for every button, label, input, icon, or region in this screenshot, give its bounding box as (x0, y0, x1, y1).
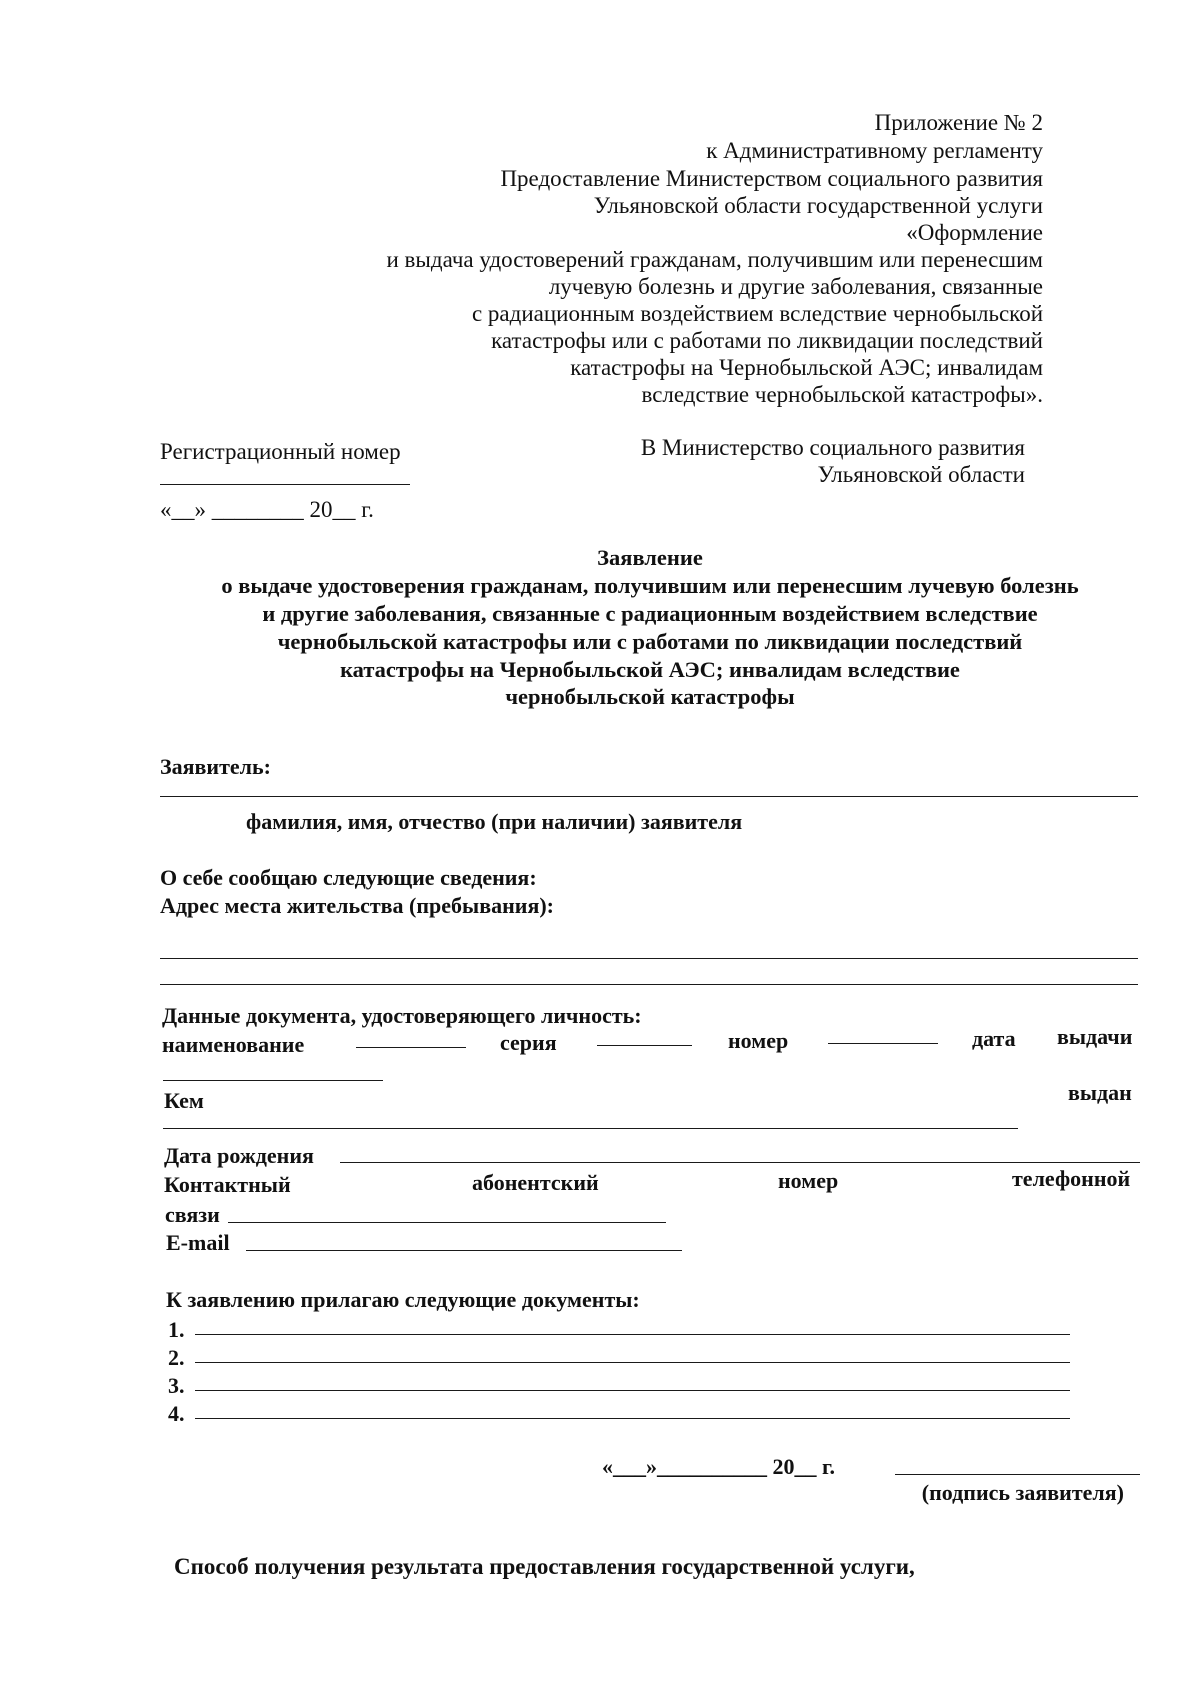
appendix-line: лучевую болезнь и другие заболевания, связанные (548, 274, 1043, 299)
appendix-line: Предоставление Министерством социального развития (500, 166, 1043, 191)
attachment-number: 3. (168, 1373, 185, 1398)
attachment-line[interactable] (195, 1334, 1070, 1335)
email-line[interactable] (246, 1250, 682, 1251)
issued-by-label: Кем (164, 1088, 204, 1113)
id-number-label: номер (728, 1028, 789, 1053)
id-name-label: наименование (162, 1032, 305, 1057)
signature-line[interactable] (895, 1474, 1140, 1475)
attachment-number: 4. (168, 1401, 185, 1426)
appendix-line: к Административному регламенту (706, 138, 1043, 163)
attachment-number: 1. (168, 1317, 185, 1342)
address-line-2[interactable] (160, 984, 1138, 985)
appendix-line: Приложение № 2 (874, 110, 1043, 135)
contact-word: номер (778, 1168, 839, 1193)
title-line: чернобыльской катастрофы (505, 684, 795, 709)
contact-word: связи (165, 1202, 220, 1227)
title-line: чернобыльской катастрофы или с работами по ликвидации последствий (277, 629, 1023, 654)
signature-date: «___»__________ 20__ г. (602, 1454, 836, 1479)
receipt-method-text: Способ получения результата предоставления государственной услуги, (174, 1554, 915, 1579)
id-number-line[interactable] (828, 1043, 938, 1044)
id-document-label: Данные документа, удостоверяющего личность: (162, 1003, 642, 1028)
appendix-line: с радиационным воздействием вследствие чернобыльской (471, 301, 1043, 326)
attachment-line[interactable] (195, 1390, 1070, 1391)
registration-date: «__» ________ 20__ г. (160, 497, 374, 522)
birth-date-label: Дата рождения (164, 1143, 314, 1168)
id-name-line[interactable] (356, 1047, 466, 1048)
id-date-line[interactable] (163, 1080, 383, 1081)
info-intro: О себе сообщаю следующие сведения: (160, 865, 537, 890)
signature-caption: (подпись заявителя) (921, 1480, 1124, 1505)
appendix-line: Ульяновской области государственной услуги (593, 193, 1043, 218)
birth-date-line[interactable] (340, 1162, 1140, 1163)
appendix-line: «Оформление (906, 220, 1043, 245)
applicant-label: Заявитель: (160, 754, 271, 779)
title-line: и другие заболевания, связанные с радиационным воздействием вследствие (262, 601, 1038, 626)
contact-word: абонентский (472, 1170, 599, 1195)
registration-number-line[interactable] (160, 484, 410, 485)
registration-label: Регистрационный номер (160, 439, 401, 464)
appendix-line: катастрофы на Чернобыльской АЭС; инвалидам (570, 355, 1043, 380)
address-line-1[interactable] (160, 958, 1138, 959)
addressee-line: В Министерство социального развития (640, 435, 1025, 460)
phone-line[interactable] (228, 1222, 666, 1223)
attachment-number: 2. (168, 1345, 185, 1370)
id-series-line[interactable] (597, 1045, 692, 1046)
address-label: Адрес места жительства (пребывания): (160, 893, 555, 918)
issued-by-line[interactable] (163, 1128, 1018, 1129)
addressee-line: Ульяновской области (817, 462, 1025, 487)
title-line: Заявление (597, 545, 703, 570)
appendix-line: и выдача удостоверений гражданам, получившим или перенесшим (386, 247, 1043, 272)
appendix-line: вследствие чернобыльской катастрофы». (641, 382, 1043, 407)
applicant-name-line[interactable] (160, 796, 1138, 797)
attachment-line[interactable] (195, 1418, 1070, 1419)
email-label: E-mail (166, 1230, 230, 1255)
attachment-line[interactable] (195, 1362, 1070, 1363)
issued-label: выдан (1068, 1080, 1132, 1105)
appendix-line: катастрофы или с работами по ликвидации последствий (491, 328, 1043, 353)
id-series-label: серия (500, 1030, 557, 1055)
id-issue-label: выдачи (1057, 1024, 1133, 1049)
title-line: катастрофы на Чернобыльской АЭС; инвалидам вследствие (340, 657, 960, 682)
attachments-label: К заявлению прилагаю следующие документы: (166, 1287, 640, 1312)
applicant-caption: фамилия, имя, отчество (при наличии) заявителя (246, 809, 743, 834)
contact-word: телефонной (1012, 1166, 1131, 1191)
title-line: о выдаче удостоверения гражданам, получившим или перенесшим лучевую болезнь (221, 573, 1079, 598)
contact-word: Контактный (164, 1172, 291, 1197)
id-date-label: дата (972, 1026, 1016, 1051)
